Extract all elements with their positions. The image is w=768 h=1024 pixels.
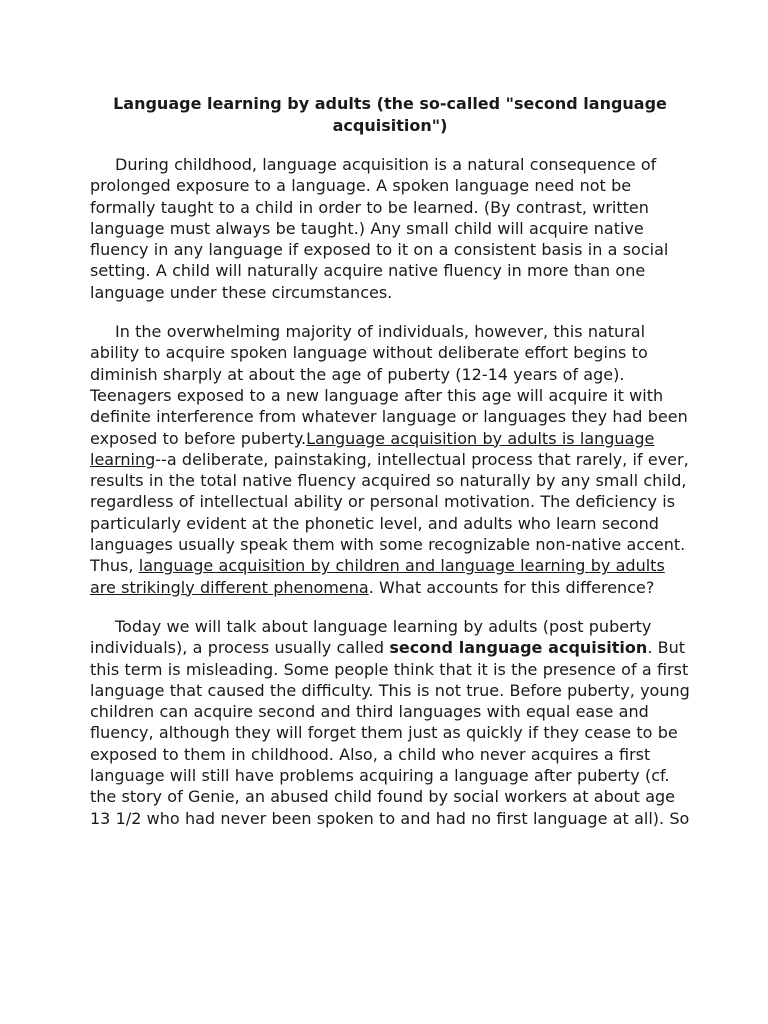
paragraph-text: . What accounts for this difference?: [368, 577, 655, 597]
paragraph-childhood-acquisition: [90, 154, 690, 303]
paragraph-text: In the overwhelming majority of individuals, however, this natural ability to acquire spoken language without deliberate effort begins to diminish sharply at about the age of puberty (12-14 years of age). Teenagers exposed to a new language after this age will acquire it with definite interference from whatever language or languages they had been exposed to before puberty.: [90, 322, 688, 448]
paragraph-puberty-decline: [90, 321, 690, 598]
paragraph-text: During childhood, language acquisition is a natural consequence of prolonged exposure to a language. A spoken language need not be formally taught to a child in order to be learned. (By contrast, written language must always be taught.) Any small child will acquire native fluency in any language if exposed to it on a consistent basis in a social setting. A child will naturally acquire native fluency in more than one language under these circumstances.: [90, 155, 669, 302]
underlined-phrase-different-phenomena: language acquisition by children and language learning by adults are strikingly different phenomena: [90, 556, 665, 597]
paragraph-second-language: [90, 616, 690, 829]
paragraph-text: --a deliberate, painstaking, intellectual process that rarely, if ever, results in the total native fluency acquired so naturally by any small child, regardless of intellectual ability or personal motivation. The deficiency is particularly evident at the phonetic level, and adults who learn second languages usually speak them with some recognizable non-native accent. Thus,: [90, 449, 689, 576]
underlined-phrase-language-learning: Language acquisition by adults is language learning: [90, 428, 655, 469]
paragraph-text: Today we will talk about language learning by adults (post puberty individuals), a process usually called: [90, 616, 652, 658]
paragraph-text: . But this term is misleading. Some people think that it is the presence of a first language that caused the difficulty. This is not true. Before puberty, young children can acquire second and third languages with equal ease and fluency, although they will forget them just as quickly if they cease to be exposed to them in childhood. Also, a child who never acquires a first language will still have problems acquiring a language after puberty (cf. the story of Genie, an abused child found by social workers at about age 13 1/2 who had never been spoken to and had no first language at all). So: [90, 638, 690, 828]
document-title: Language learning by adults (the so-called "second language acquisition"): [113, 94, 667, 135]
bold-term-second-language-acquisition: second language acquisition: [389, 638, 648, 658]
document-page: [90, 93, 690, 847]
